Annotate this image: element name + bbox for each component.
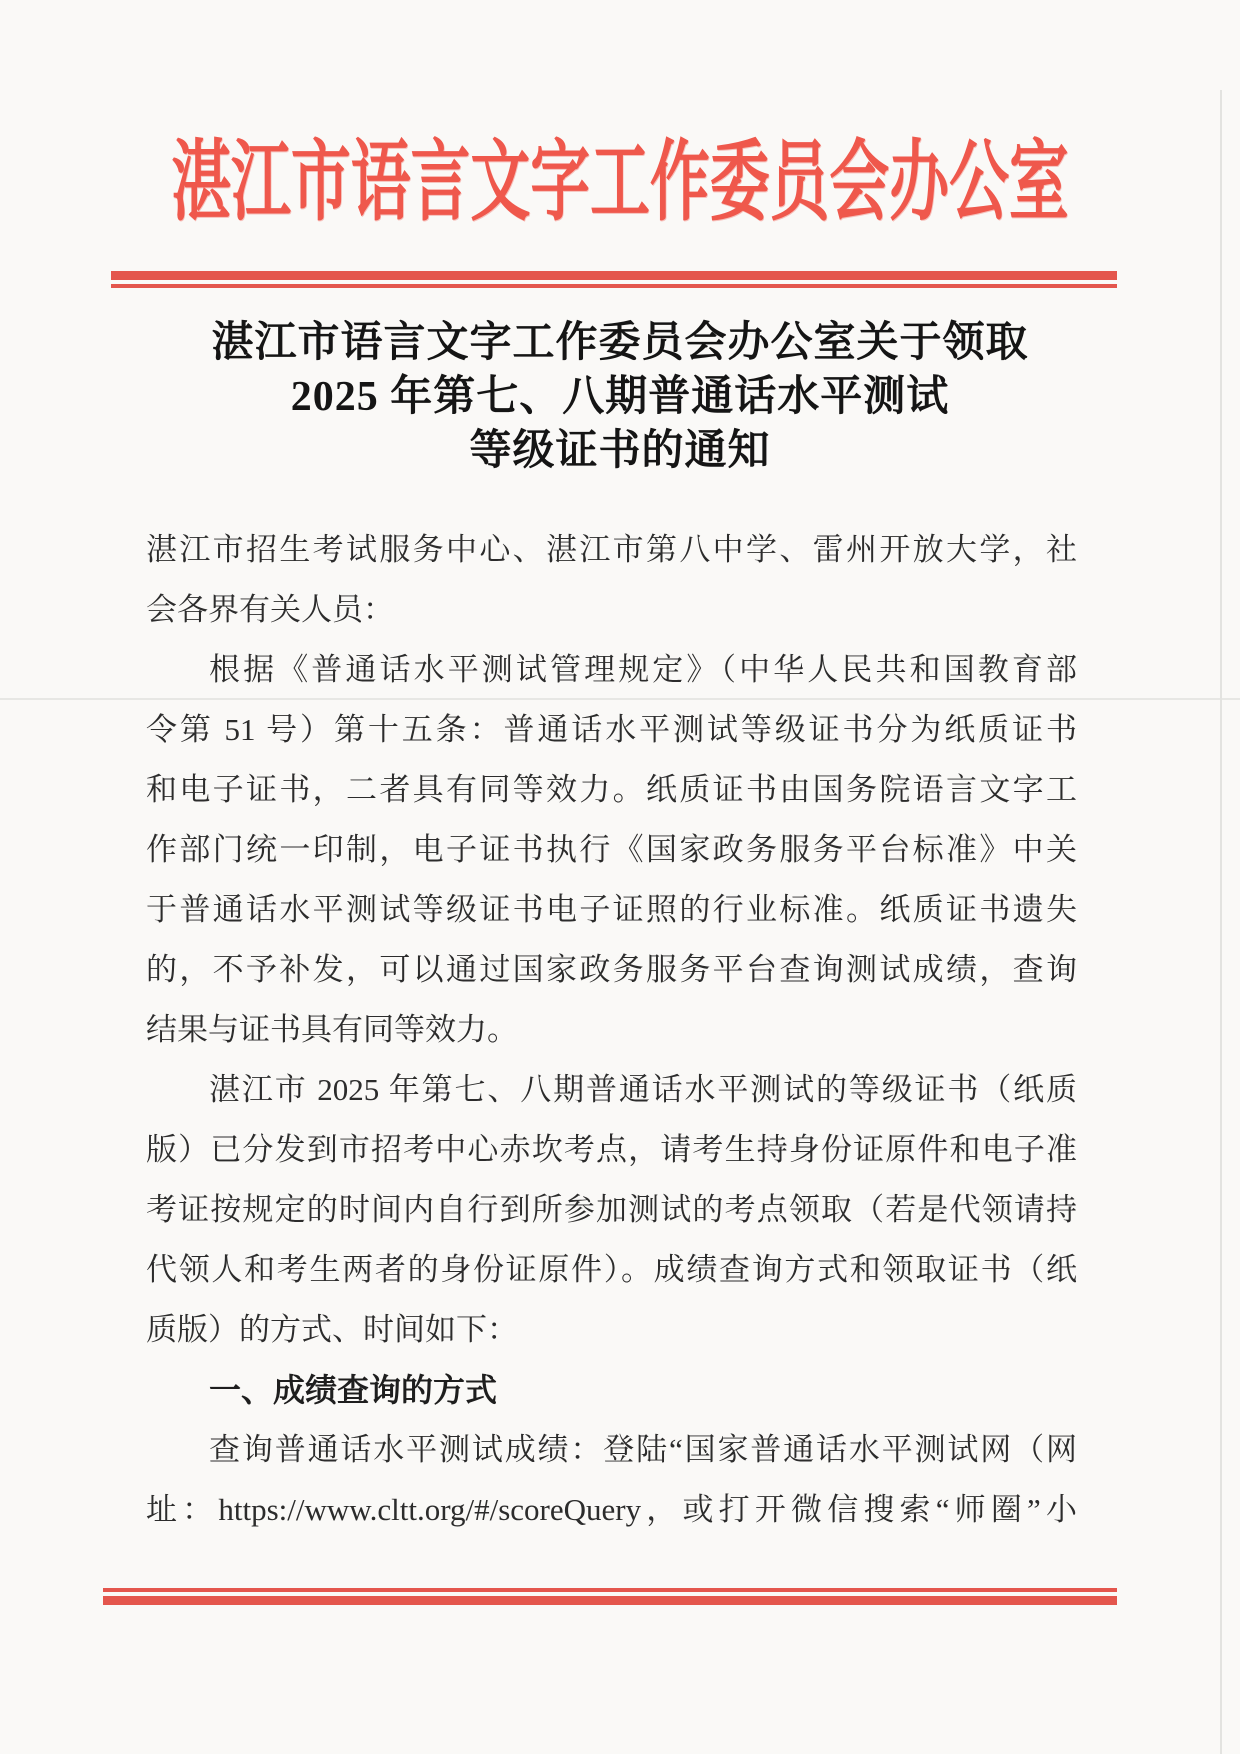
body-line: 考证按规定的时间内自行到所参加测试的考点领取（若是代领请持 [146, 1192, 1077, 1227]
body-line: 根据《普通话水平测试管理规定》（中华人民共和国教育部 [209, 652, 1077, 687]
body-line: 的，不予补发，可以通过国家政务服务平台查询测试成绩，查询 [146, 952, 1077, 987]
body-line: 湛江市招生考试服务中心、湛江市第八中学、雷州开放大学，社 [146, 532, 1077, 567]
body-line: 结果与证书具有同等效力。 [146, 1012, 518, 1047]
header-rule-thick-line [111, 271, 1117, 280]
section-heading: 一、成绩查询的方式 [209, 1372, 498, 1408]
body-line: 代领人和考生两者的身份证原件）。成绩查询方式和领取证书（纸 [146, 1252, 1077, 1287]
body-line: 于普通话水平测试等级证书电子证照的行业标准。纸质证书遗失 [146, 892, 1077, 927]
letterhead-title: 湛江市语言文字工作委员会办公室 [171, 135, 1069, 232]
body-line: 和电子证书，二者具有同等效力。纸质证书由国务院语言文字工 [146, 772, 1077, 807]
body-line: 作部门统一印制，电子证书执行《国家政务服务平台标准》中关 [146, 832, 1077, 867]
body-line: 址：https://www.cltt.org/#/scoreQuery，或打开微信搜索“师圈”小 [146, 1492, 1077, 1527]
scan-edge-artifact [1220, 90, 1222, 1754]
footer-rule-thick-line [103, 1596, 1117, 1605]
document-body [146, 520, 1077, 1540]
document-title [120, 316, 1120, 478]
header-rule-thin-line [111, 284, 1117, 288]
header-double-rule [111, 271, 1117, 288]
scan-streak-artifact [0, 698, 1240, 700]
body-line: 版）已分发到市招考中心赤坎考点，请考生持身份证原件和电子准 [146, 1132, 1077, 1167]
document-title-line-1: 湛江市语言文字工作委员会办公室关于领取 [211, 320, 1029, 366]
body-line: 湛江市 2025 年第七、八期普通话水平测试的等级证书（纸质 [209, 1072, 1077, 1107]
body-line: 查询普通话水平测试成绩：登陆“国家普通话水平测试网（网 [209, 1432, 1077, 1467]
body-line: 会各界有关人员： [146, 592, 394, 627]
body-line: 质版）的方式、时间如下： [146, 1312, 518, 1347]
document-title-line-2: 2025 年第七、八期普通话水平测试 [290, 374, 950, 420]
footer-double-rule [103, 1588, 1117, 1605]
body-line: 令第 51 号）第十五条：普通话水平测试等级证书分为纸质证书 [146, 712, 1077, 747]
document-title-line-3: 等级证书的通知 [469, 428, 771, 474]
